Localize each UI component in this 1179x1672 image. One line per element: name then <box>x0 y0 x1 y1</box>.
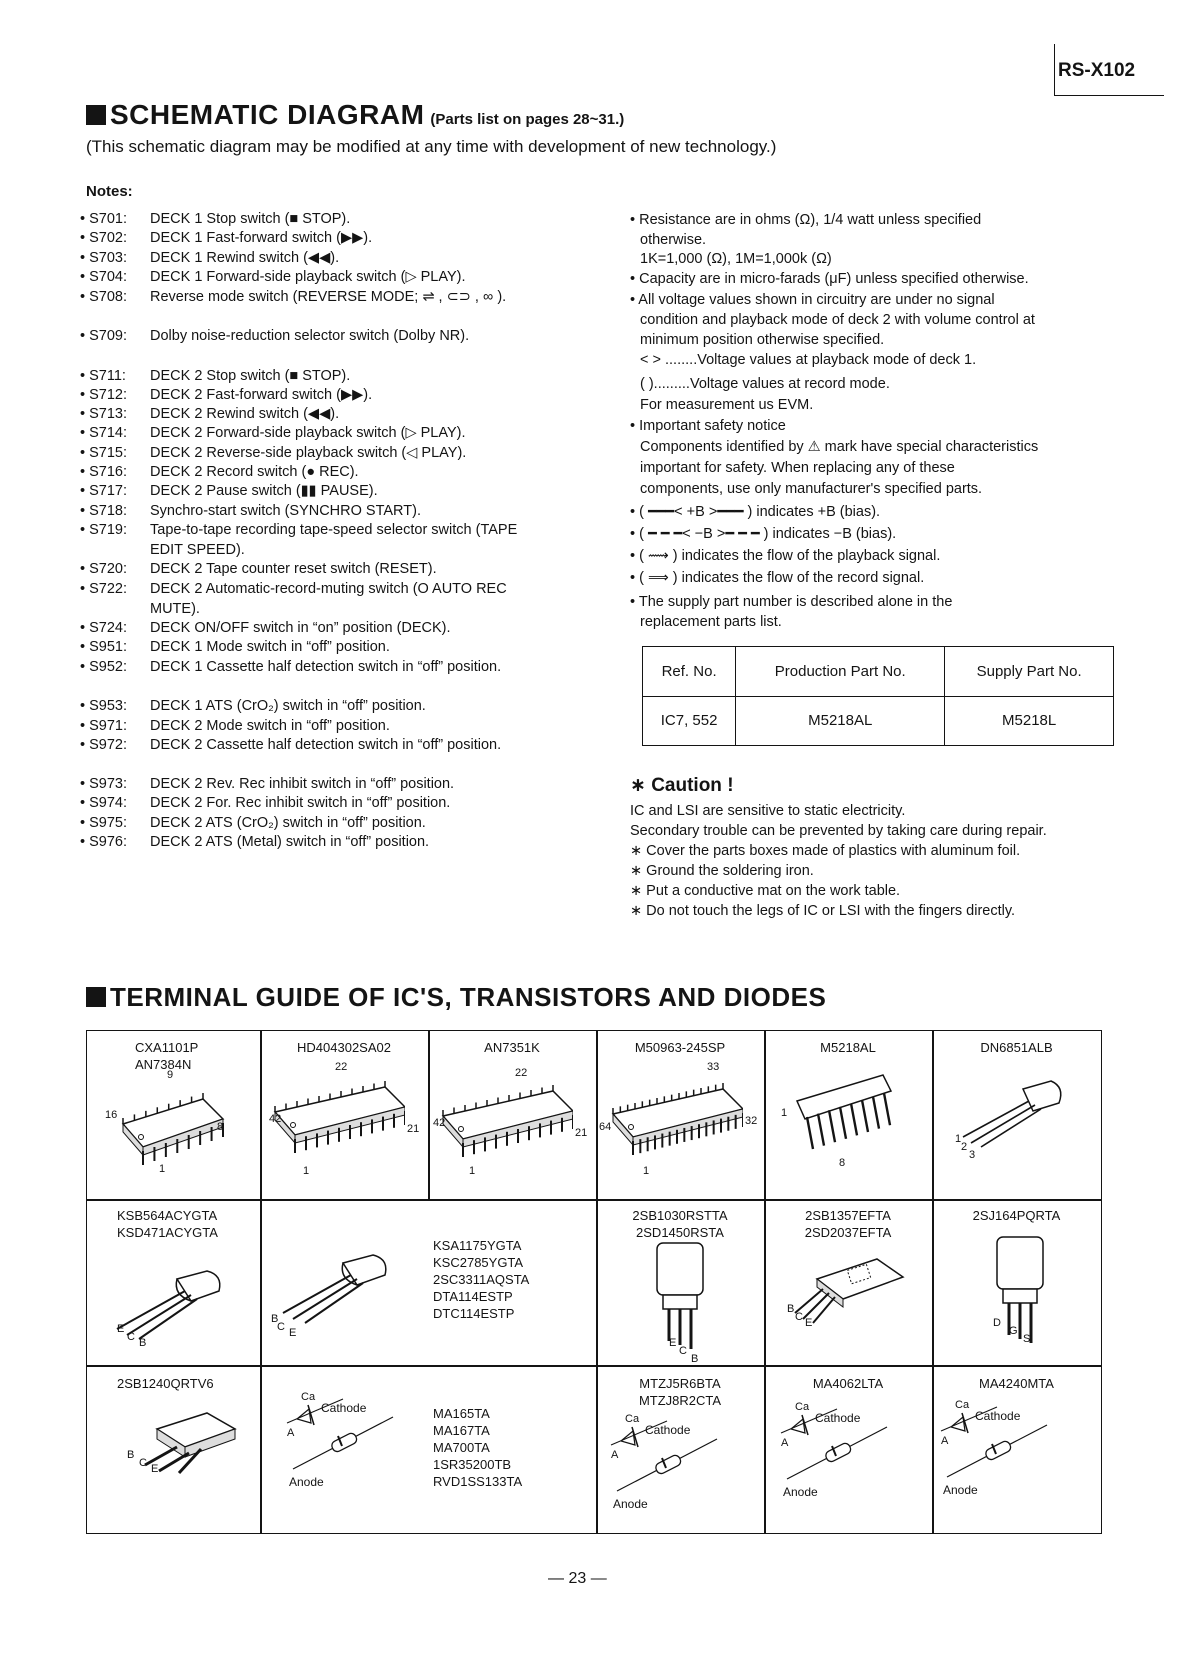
switch-code: • S724: <box>80 620 127 636</box>
dip-ic-icon <box>433 1071 573 1161</box>
switch-code: • S972: <box>80 737 127 753</box>
note-line: 1K=1,000 (Ω), 1M=1,000k (Ω) <box>640 251 832 267</box>
switch-code: • S709: <box>80 328 127 344</box>
switch-desc: Synchro-start switch (SYNCHRO START). <box>150 503 421 519</box>
pin-label: E <box>805 1317 813 1329</box>
note-line: • Resistance are in ohms (Ω), 1/4 watt unless specified <box>630 212 982 228</box>
table-header: Production Part No. <box>736 647 945 697</box>
switch-note <box>80 502 560 521</box>
switch-note <box>80 268 560 287</box>
part-label: 2SB1240QRTV6 <box>117 1376 214 1391</box>
dip-ic-icon <box>113 1079 253 1169</box>
diode-anode-label: Anode <box>783 1485 818 1499</box>
switch-note <box>80 210 560 229</box>
pin-label: 2 <box>961 1141 968 1153</box>
part-label: KSB564ACYGTA KSD471ACYGTA <box>117 1208 218 1240</box>
terminal-guide-grid <box>86 1030 1102 1534</box>
switch-desc: DECK 2 Cassette half detection switch in “off” position. <box>150 737 502 753</box>
pin-label: 1 <box>955 1133 962 1145</box>
transistor-icon <box>645 1237 715 1357</box>
switch-code: • S722: <box>80 581 127 597</box>
pin-label: C <box>795 1311 803 1323</box>
pin-label: 32 <box>745 1115 758 1127</box>
transistor-icon <box>137 1407 247 1487</box>
pin-label: C <box>127 1331 135 1343</box>
part-label: 2SJ164PQRTA <box>972 1208 1061 1223</box>
switch-note <box>80 580 560 619</box>
chip-pin-icon <box>873 1097 879 1129</box>
switch-note <box>80 697 560 716</box>
pin-label: B <box>271 1313 279 1325</box>
switch-desc: DECK 2 Forward-side playback switch (▷ PLAY). <box>150 425 466 441</box>
switch-desc: DECK 2 Stop switch (■ STOP). <box>150 368 351 384</box>
switch-code: • S953: <box>80 698 127 714</box>
part-label: MA4240MTA <box>979 1376 1054 1391</box>
schematic-title-text: SCHEMATIC DIAGRAM <box>110 99 425 130</box>
pin-label: 1 <box>643 1165 650 1177</box>
page-number: — 23 — <box>548 1570 607 1587</box>
pin-label: 1 <box>303 1165 310 1177</box>
pin-label: 21 <box>407 1123 420 1135</box>
switch-note <box>80 638 560 657</box>
grid-rule <box>932 1199 934 1533</box>
switch-desc: DECK 2 For. Rec inhibit switch in “off” position. <box>150 795 451 811</box>
switch-note <box>80 463 560 482</box>
grid-rule <box>87 1199 1101 1201</box>
diode-ca-label: Ca <box>955 1399 970 1411</box>
switch-note <box>80 794 560 813</box>
table-row <box>643 696 1114 746</box>
pin-label: 9 <box>167 1069 174 1081</box>
pin-label: 42 <box>433 1117 446 1129</box>
parts-note: (Parts list on pages 28~31.) <box>430 111 625 128</box>
diode-cathode-label: Cathode <box>975 1409 1021 1423</box>
lead-icon <box>293 1279 357 1319</box>
transistor-body-icon <box>663 1295 697 1309</box>
supply-part-table <box>642 646 1114 746</box>
diode-body-icon <box>330 1432 358 1454</box>
chip-pin-icon <box>840 1107 846 1139</box>
diode-anode-mark: A <box>611 1449 619 1461</box>
grid-rule <box>932 1031 934 1199</box>
switch-note <box>80 229 560 248</box>
note-line: ( ).........Voltage values at record mode. <box>640 376 890 392</box>
table-cell: M5218L <box>945 696 1114 746</box>
switch-note <box>80 658 560 697</box>
switch-note <box>80 386 560 405</box>
caution-line: ∗ Cover the parts boxes made of plastics with aluminum foil. <box>630 843 1021 859</box>
switch-code: • S711: <box>80 368 126 384</box>
caution-line: ∗ Put a conductive mat on the work table. <box>630 883 901 899</box>
diode-anode-label: Anode <box>289 1475 324 1489</box>
pin-label: 8 <box>839 1157 846 1169</box>
switch-desc: DECK 1 Mode switch in “off” position. <box>150 639 390 655</box>
part-label: M50963-245SP <box>634 1040 726 1055</box>
part-label: MA165TA MA167TA MA700TA 1SR35200TB RVD1SS133TA <box>433 1406 523 1489</box>
pin-label: B <box>691 1353 699 1365</box>
switch-desc: DECK 2 Reverse-side playback switch (◁ PLAY). <box>150 445 467 461</box>
pin-label: E <box>669 1337 677 1349</box>
pin-label: D <box>993 1317 1001 1329</box>
grid-rule <box>87 1365 1101 1367</box>
part-label: 2SB1357EFTA 2SD2037EFTA <box>804 1208 892 1240</box>
part-label: CXA1101P AN7384N <box>135 1040 199 1072</box>
transistor-body-icon <box>657 1243 703 1295</box>
switch-desc: DECK 1 Stop switch (■ STOP). <box>150 211 351 227</box>
switch-note <box>80 288 560 327</box>
note-line: • ( ━━━< +B >━━━ ) indicates +B (bias). <box>630 504 881 520</box>
lead-icon <box>283 1275 351 1313</box>
pin-label: 1 <box>159 1163 166 1175</box>
chip-pin-icon <box>851 1103 857 1135</box>
table-cell: IC7, 552 <box>643 696 736 746</box>
caution-line: ∗ Ground the soldering iron. <box>630 863 814 879</box>
switch-note <box>80 814 560 833</box>
switch-desc: Reverse mode switch (REVERSE MODE; ⇌ , ⊂⊃ , ∞ ). <box>150 289 507 305</box>
caution-title: ∗ Caution ! <box>630 775 734 796</box>
switch-desc: DECK 2 Rev. Rec inhibit switch in “off” position. <box>150 776 455 792</box>
lead-icon <box>305 1283 363 1323</box>
switch-desc: DECK 2 ATS (Metal) switch in “off” position. <box>150 834 430 850</box>
lead-icon <box>127 1295 191 1335</box>
switch-code: • S702: <box>80 230 127 246</box>
switch-desc: Tape-to-tape recording tape-speed selector switch (TAPE EDIT SPEED). <box>150 522 518 558</box>
note-line: • Capacity are in micro-farads (μF) unless specified otherwise. <box>630 271 1029 287</box>
caution-line: Secondary trouble can be prevented by taking care during repair. <box>630 823 1047 839</box>
part-label: HD404302SA02 <box>297 1040 391 1055</box>
switch-note <box>80 327 560 366</box>
switch-desc: DECK 2 Fast-forward switch (▶▶). <box>150 387 373 403</box>
note-line: components, use only manufacturer's specified parts. <box>640 481 983 497</box>
pin-label: 22 <box>515 1067 528 1079</box>
schematic-title <box>86 99 624 131</box>
pin-label: C <box>277 1321 285 1333</box>
pin-label: E <box>151 1463 159 1475</box>
switch-code: • S719: <box>80 522 127 538</box>
transistor-body-icon <box>1023 1081 1061 1111</box>
notes-heading: Notes: <box>86 183 133 200</box>
pin-label: C <box>679 1345 687 1357</box>
pin-label: 64 <box>599 1121 612 1133</box>
note-line: • ( ⟹ ) indicates the flow of the record signal. <box>630 570 925 586</box>
switch-note <box>80 619 560 638</box>
switch-code: • S701: <box>80 211 127 227</box>
pin-label: G <box>1009 1325 1018 1337</box>
pin-label: 3 <box>969 1149 976 1161</box>
diode-anode-label: Anode <box>943 1483 978 1497</box>
note-line: < > ........Voltage values at playback mode of deck 1. <box>640 352 977 368</box>
note-line: • Important safety notice <box>630 418 786 434</box>
chip-pin-icon <box>884 1093 890 1125</box>
transistor-icon <box>985 1231 1055 1351</box>
lead-icon <box>803 1293 829 1319</box>
switch-note <box>80 833 560 852</box>
part-label: 2SB1030RSTTA 2SD1450RSTA <box>632 1208 728 1240</box>
lead-icon <box>139 1299 197 1339</box>
grid-rule <box>764 1199 766 1533</box>
switch-desc: DECK 2 Tape counter reset switch (RESET). <box>150 561 437 577</box>
switch-code: • S714: <box>80 425 127 441</box>
switch-note <box>80 367 560 386</box>
switch-code: • S718: <box>80 503 127 519</box>
switch-note <box>80 444 560 463</box>
pin-label: 33 <box>707 1061 720 1073</box>
note-line: • ( ━ ━ ━< −B >━ ━ ━ ) indicates −B (bias). <box>630 526 897 542</box>
grid-rule <box>428 1031 430 1199</box>
pin-label: 42 <box>269 1113 282 1125</box>
terminal-guide-title <box>86 982 826 1013</box>
diode-body-icon <box>984 1440 1012 1462</box>
diode-ca-label: Ca <box>625 1413 640 1425</box>
table-header: Supply Part No. <box>945 647 1114 697</box>
switch-note <box>80 736 560 775</box>
switch-desc: DECK 1 Cassette half detection switch in “off” position. <box>150 659 502 675</box>
note-line: replacement parts list. <box>640 614 782 630</box>
pin-label: E <box>117 1323 125 1335</box>
note-line: • The supply part number is described alone in the <box>630 594 953 610</box>
switch-note <box>80 405 560 424</box>
note-line: For measurement us EVM. <box>640 397 814 413</box>
note-line: condition and playback mode of deck 2 with volume control at <box>640 312 1035 328</box>
switch-desc: DECK 2 Record switch (● REC). <box>150 464 359 480</box>
lead-icon <box>963 1101 1029 1137</box>
table-header-row <box>643 647 1114 697</box>
pin-label: 22 <box>335 1061 348 1073</box>
diode-anode-label: Anode <box>613 1497 648 1511</box>
schematic-subtitle: (This schematic diagram may be modified at any time with development of new technology.) <box>86 137 777 156</box>
pin-label: S <box>1023 1333 1031 1345</box>
pin-label: 8 <box>217 1121 224 1133</box>
grid-rule <box>596 1199 598 1533</box>
switch-note <box>80 249 560 268</box>
square-bullet-icon <box>86 105 106 125</box>
switch-note <box>80 482 560 501</box>
diode-cathode-label: Cathode <box>321 1401 367 1415</box>
pin-label: 21 <box>575 1127 588 1139</box>
part-label: MTZJ5R6BTA MTZJ8R2CTA <box>638 1376 722 1408</box>
switch-desc: DECK 2 Automatic-record-muting switch (O AUTO REC MUTE). <box>150 581 507 617</box>
note-line: minimum position otherwise specified. <box>640 332 885 348</box>
diode-anode-mark: A <box>781 1437 789 1449</box>
pin-label: B <box>139 1337 147 1349</box>
switch-desc: DECK 2 ATS (CrO₂) switch in “off” position. <box>150 815 426 831</box>
part-label: DN6851ALB <box>980 1040 1053 1055</box>
header-rule-horizontal <box>1054 95 1164 96</box>
switch-code: • S715: <box>80 445 127 461</box>
diode-ca-label: Ca <box>795 1401 810 1413</box>
switch-code: • S713: <box>80 406 127 422</box>
pin-label: 1 <box>781 1107 788 1119</box>
grid-rule <box>596 1031 598 1199</box>
switch-code: • S717: <box>80 483 127 499</box>
switch-code: • S973: <box>80 776 127 792</box>
switch-code: • S720: <box>80 561 127 577</box>
diode-body-icon <box>654 1454 682 1476</box>
diode-body-icon <box>824 1442 852 1464</box>
grid-rule <box>260 1199 262 1533</box>
caution-line: IC and LSI are sensitive to static electricity. <box>630 803 906 819</box>
terminal-guide-title-text: TERMINAL GUIDE OF IC'S, TRANSISTORS AND DIODES <box>110 982 827 1012</box>
switch-code: • S704: <box>80 269 127 285</box>
part-label: MA4062LTA <box>812 1376 884 1391</box>
switch-desc: DECK 2 Rewind switch (◀◀). <box>150 406 340 422</box>
lead-icon <box>981 1109 1041 1147</box>
table-header: Ref. No. <box>643 647 736 697</box>
switch-desc: DECK 1 Fast-forward switch (▶▶). <box>150 230 373 246</box>
lead-icon <box>971 1105 1035 1143</box>
switch-code: • S708: <box>80 289 127 305</box>
switch-desc: DECK 2 Pause switch (▮▮ PAUSE). <box>150 483 378 499</box>
switch-code: • S976: <box>80 834 127 850</box>
chip-pin-icon <box>818 1114 824 1146</box>
switch-code: • S716: <box>80 464 127 480</box>
diode-anode-mark: A <box>941 1435 949 1447</box>
switch-desc: DECK 1 ATS (CrO₂) switch in “off” position. <box>150 698 426 714</box>
pin-label: 1 <box>469 1165 476 1177</box>
chip-pin-icon <box>829 1110 835 1142</box>
diode-cathode-label: Cathode <box>815 1411 861 1425</box>
grid-rule <box>764 1031 766 1199</box>
switch-desc: DECK 2 Mode switch in “off” position. <box>150 718 390 734</box>
pin-label: B <box>787 1303 795 1315</box>
switch-note <box>80 775 560 794</box>
lead-icon <box>117 1291 185 1329</box>
note-line: important for safety. When replacing any of these <box>640 460 955 476</box>
transistor-body-icon <box>1003 1289 1037 1303</box>
lead-icon <box>795 1289 823 1313</box>
transistor-body-icon <box>997 1237 1043 1289</box>
switch-note <box>80 521 560 560</box>
switch-note <box>80 560 560 579</box>
switch-code: • S974: <box>80 795 127 811</box>
switch-desc: Dolby noise-reduction selector switch (Dolby NR). <box>150 328 470 344</box>
pin-label: B <box>127 1449 135 1461</box>
pin-label: 16 <box>105 1109 118 1121</box>
switch-code: • S971: <box>80 718 127 734</box>
chip-pin-icon <box>807 1117 813 1149</box>
header-rule-vertical <box>1054 44 1055 96</box>
switch-desc: DECK 1 Forward-side playback switch (▷ PLAY). <box>150 269 466 285</box>
switch-code: • S712: <box>80 387 127 403</box>
diode-cathode-label: Cathode <box>645 1423 691 1437</box>
switch-note <box>80 717 560 736</box>
switch-code: • S703: <box>80 250 127 266</box>
caution-line: ∗ Do not touch the legs of IC or LSI with the fingers directly. <box>630 903 1016 919</box>
part-label: M5218AL <box>820 1040 876 1055</box>
grid-rule <box>260 1031 262 1199</box>
dip-ic-icon <box>603 1069 743 1159</box>
diode-anode-mark: A <box>287 1427 295 1439</box>
sip-ic-icon <box>787 1071 907 1161</box>
table-cell: M5218AL <box>736 696 945 746</box>
chip-pin-icon <box>862 1100 868 1132</box>
switch-note <box>80 424 560 443</box>
square-bullet-icon <box>86 987 106 1007</box>
switch-code: • S951: <box>80 639 127 655</box>
switch-desc: DECK 1 Rewind switch (◀◀). <box>150 250 340 266</box>
part-label: AN7351K <box>484 1040 540 1055</box>
switch-code: • S975: <box>80 815 127 831</box>
diode-ca-label: Ca <box>301 1391 316 1403</box>
transistor-icon <box>273 1251 403 1331</box>
part-label: KSA1175YGTA KSC2785YGTA 2SC3311AQSTA DTA114ESTP DTC114ESTP <box>433 1238 530 1321</box>
switch-code: • S952: <box>80 659 127 675</box>
model-number: RS-X102 <box>1058 60 1136 81</box>
lead-icon <box>813 1297 835 1323</box>
note-line: • ( ⟿ ) indicates the flow of the playback signal. <box>630 548 941 564</box>
pin-label: C <box>139 1457 147 1469</box>
note-line: • All voltage values shown in circuitry are under no signal <box>630 292 995 308</box>
pin-label: E <box>289 1327 297 1339</box>
dip-ic-icon <box>265 1067 405 1157</box>
note-line: otherwise. <box>640 232 707 248</box>
note-line: Components identified by ⚠ mark have special characteristics <box>640 439 1039 455</box>
switch-desc: DECK ON/OFF switch in “on” position (DECK). <box>150 620 451 636</box>
